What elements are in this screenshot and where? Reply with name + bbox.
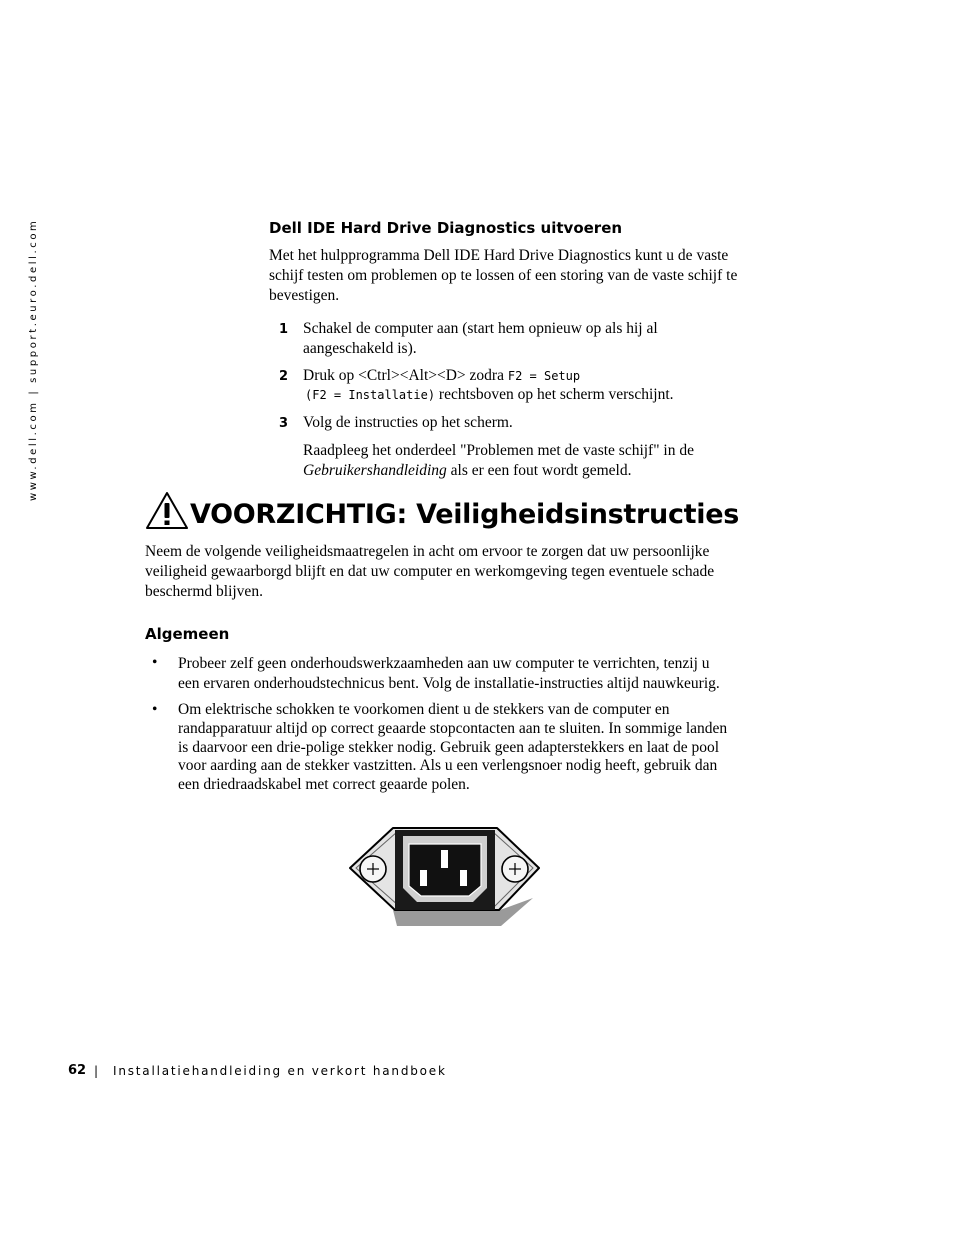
footer-title: Installatiehandleiding en verkort handboek bbox=[113, 1064, 447, 1078]
step-number: 1 bbox=[279, 322, 289, 337]
intro-line: bevestigen. bbox=[269, 287, 340, 304]
bullet-dot: • bbox=[152, 701, 158, 718]
caution-intro-line: beschermd blijven. bbox=[145, 583, 263, 600]
bullet-line: Probeer zelf geen onderhoudswerkzaamheden aan uw computer te verrichten, tenzij u bbox=[178, 655, 710, 672]
note-rest: als er een fout wordt gemeld. bbox=[450, 462, 632, 479]
step-2-code: (F2 = Installatie) bbox=[305, 388, 436, 402]
step-2-code: F2 = Setup bbox=[507, 369, 581, 383]
bullet-2-text bbox=[178, 701, 727, 795]
step-2-text: rechtsboven op het scherm verschijnt. bbox=[438, 386, 674, 403]
step-3-text: Volg de instructies op het scherm. bbox=[303, 414, 513, 431]
footer-separator: | bbox=[94, 1064, 100, 1078]
note-line bbox=[303, 461, 694, 481]
bullet-line: voor aarding aan de stekker vastzitten. Als u een verlengsnoer nodig heeft, gebruik dan bbox=[178, 757, 718, 775]
step-note bbox=[303, 441, 694, 481]
bullet-line: een ervaren onderhoudstechnicus bent. Volg de installatie-instructies altijd nauwkeurig. bbox=[178, 675, 720, 692]
step-2-line-2 bbox=[305, 385, 674, 405]
caution-intro bbox=[145, 542, 714, 602]
step-2-text: Druk op <Ctrl><Alt><D> zodra bbox=[303, 367, 504, 384]
step-number: 2 bbox=[279, 369, 289, 384]
bullet-line: randapparatuur altijd op correct geaarde stopcontacten aan te sluiten. In sommige landen bbox=[178, 719, 728, 737]
section-intro bbox=[269, 246, 737, 306]
step-number: 3 bbox=[279, 416, 289, 431]
bullet-dot: • bbox=[152, 654, 158, 671]
intro-line: Met het hulpprogramma Dell IDE Hard Drive Diagnostics kunt u de vaste bbox=[269, 247, 729, 264]
caution-icon bbox=[145, 491, 189, 531]
sidebar-url-text: www.dell.com | support.euro.dell.com bbox=[28, 218, 39, 501]
caution-intro-line: veiligheid gewaarborgd blijft en dat uw computer en werkomgeving tegen eventuele schade bbox=[145, 563, 715, 580]
note-italic: Gebruikershandleiding bbox=[303, 462, 447, 479]
caution-intro-line: Neem de volgende veiligheidsmaatregelen in acht om ervoor te zorgen dat uw persoonlijke bbox=[145, 543, 710, 560]
step-1-text bbox=[303, 319, 658, 359]
page-number: 62 bbox=[68, 1063, 87, 1078]
intro-line: schijf testen om problemen op te lossen of een storing van de vaste schijf te bbox=[269, 267, 738, 284]
section-heading: Dell IDE Hard Drive Diagnostics uitvoeren bbox=[269, 219, 623, 237]
bullet-line: Om elektrische schokken te voorkomen dient u de stekkers van de computer en bbox=[178, 701, 670, 718]
bullet-1-text bbox=[178, 654, 720, 694]
step-2-line-1 bbox=[303, 366, 580, 386]
bullet-line: een driedraadskabel met correct geaarde polen. bbox=[178, 776, 470, 794]
sidebar-url bbox=[24, 218, 46, 501]
bullet-line: is daarvoor een drie-polige stekker nodig. Gebruik geen adapterstekkers en laat de pool bbox=[178, 738, 720, 756]
step-line: aangeschakeld is). bbox=[303, 340, 417, 357]
caution-title: VOORZICHTIG: Veiligheidsinstructies bbox=[190, 499, 740, 530]
general-heading: Algemeen bbox=[145, 625, 230, 643]
power-connector-illustration bbox=[345, 822, 545, 934]
step-line: Schakel de computer aan (start hem opnieuw op als hij al bbox=[303, 320, 658, 337]
note-line: Raadpleeg het onderdeel "Problemen met de vaste schijf" in de bbox=[303, 442, 694, 459]
